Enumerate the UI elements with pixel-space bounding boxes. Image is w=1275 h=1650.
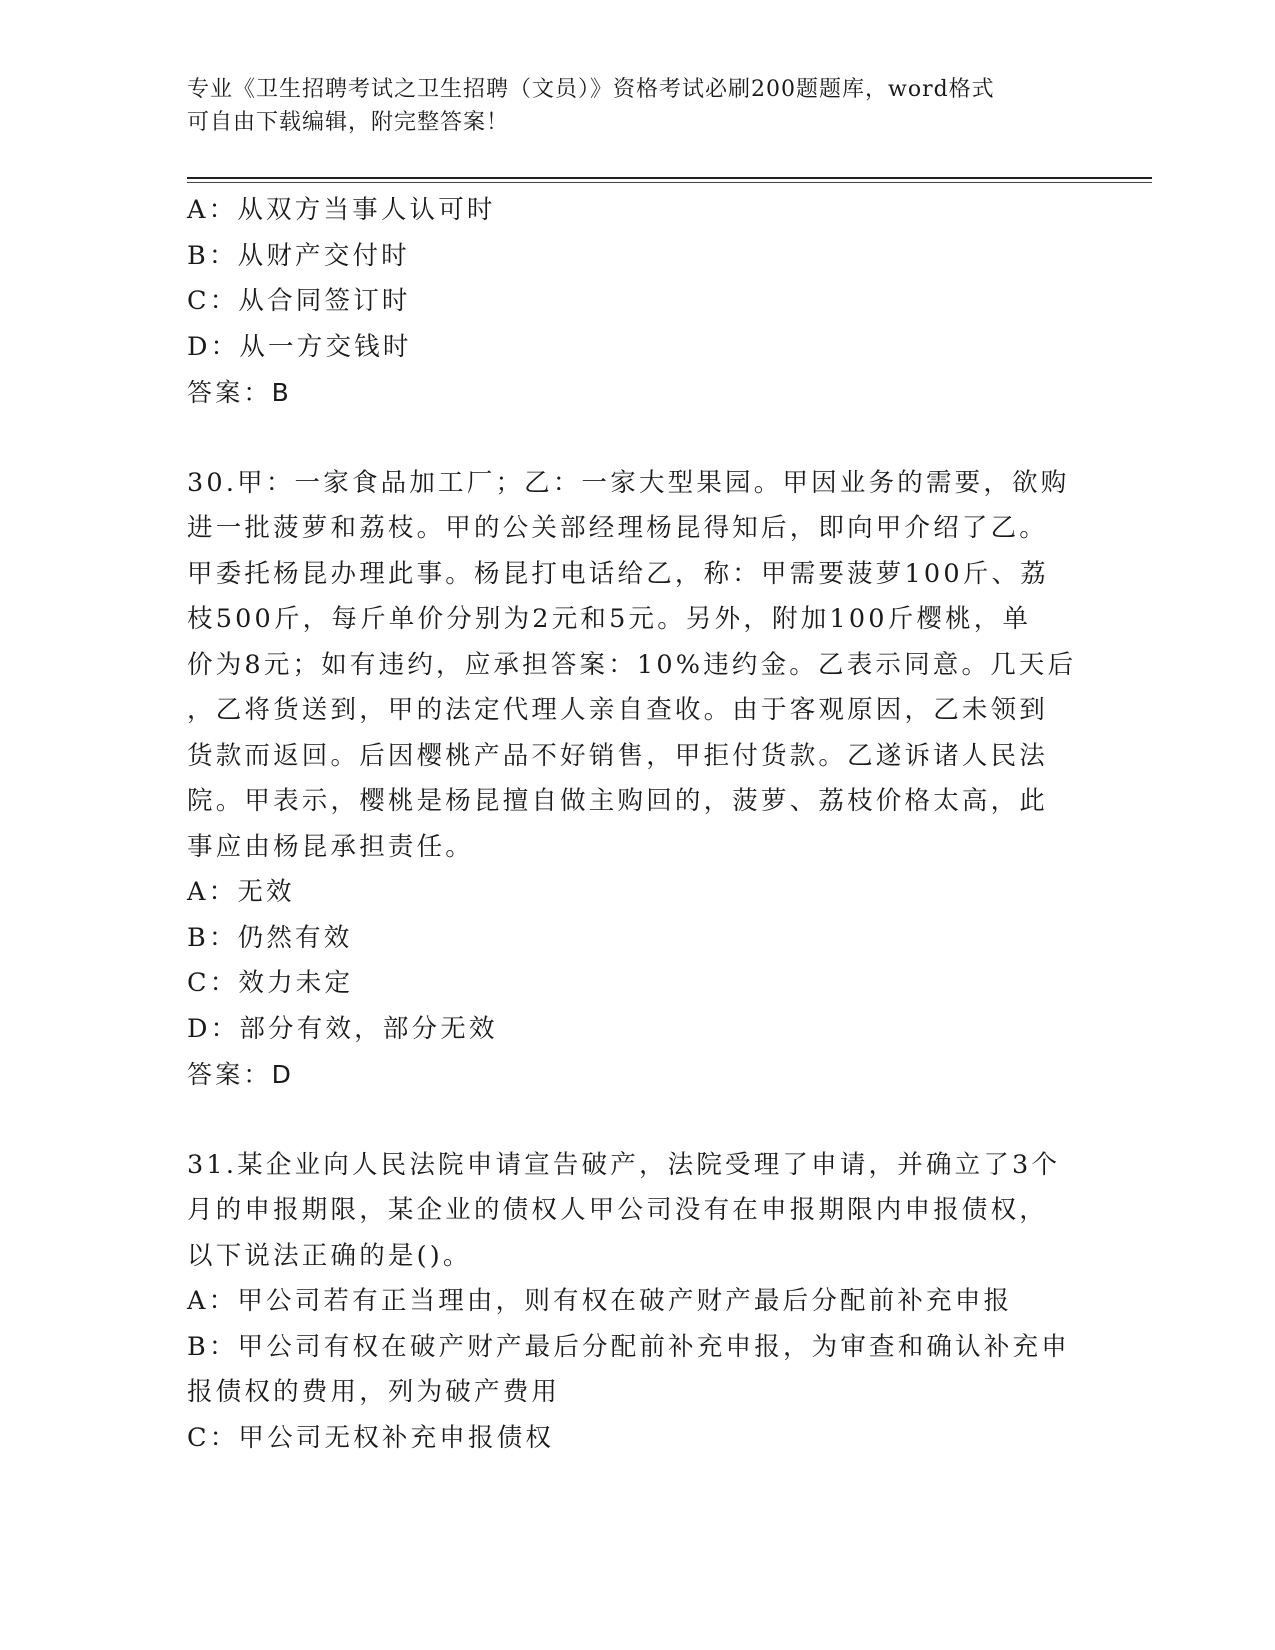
option-a: A：无效 [187, 877, 295, 907]
question-31 [187, 1143, 1087, 1462]
question-text-line: 院。甲表示，樱桃是杨昆擅自做主购回的，菠萝、荔枝价格太高，此 [187, 786, 1049, 816]
section-gap [187, 416, 1087, 461]
option-c: C：效力未定 [187, 968, 354, 998]
question-text-line: 事应由杨昆承担责任。 [187, 831, 475, 862]
header-divider-thick [187, 177, 1152, 179]
option-d: D：部分有效，部分无效 [187, 1013, 498, 1044]
header-line-2: 可自由下载编辑，附完整答案！ [187, 110, 510, 135]
question-text-line: 月的申报期限，某企业的债权人甲公司没有在申报期限内申报债权， [187, 1195, 1049, 1225]
document-header [187, 73, 1067, 139]
question-text-line: 进一批菠萝和荔枝。甲的公关部经理杨昆得知后，即向甲介绍了乙。 [187, 513, 1049, 543]
document-body [187, 188, 1087, 1461]
section-gap [187, 1098, 1087, 1143]
header-divider-thin [187, 182, 1152, 183]
option-b: B：仍然有效 [187, 922, 353, 953]
question-text-line: ，乙将货送到，甲的法定代理人亲自查收。由于客观原因，乙未领到 [187, 695, 1049, 725]
option-d: D：从一方交钱时 [187, 331, 412, 362]
option-c: C：从合同签订时 [187, 286, 411, 316]
question-text-line: 甲委托杨昆办理此事。杨昆打电话给乙，称：甲需要菠萝100斤、荔 [187, 558, 1049, 589]
question-text-line: 货款而返回。后因樱桃产品不好销售，甲拒付货款。乙遂诉诸人民法 [187, 740, 1049, 771]
option-b: B：从财产交付时 [187, 240, 410, 271]
question-30 [187, 461, 1087, 1098]
option-a: A：从双方当事人认可时 [187, 195, 496, 225]
option-c: C：甲公司无权补充申报债权 [187, 1422, 555, 1453]
option-b-continued: 报债权的费用，列为破产费用 [187, 1377, 561, 1407]
question-29-fragment [187, 188, 1087, 416]
question-text-line: 31.某企业向人民法院申请宣告破产，法院受理了申请，并确立了3个 [187, 1149, 1061, 1180]
header-line-1: 专业《卫生招聘考试之卫生招聘（文员）》资格考试必刷200题题库，word格式 [187, 77, 995, 102]
option-a: A：甲公司若有正当理由，则有权在破产财产最后分配前补充申报 [187, 1286, 1013, 1316]
question-text-line: 30.甲：一家食品加工厂；乙：一家大型果园。甲因业务的需要，欲购 [187, 467, 1070, 498]
question-text-line: 枝500斤，每斤单价分别为2元和5元。另外，附加100斤樱桃，单 [187, 604, 1032, 634]
question-text-line: 以下说法正确的是()。 [187, 1240, 472, 1271]
question-text-line: 价为8元；如有违约，应承担答案：10%违约金。乙表示同意。几天后 [187, 649, 1077, 680]
option-b: B：甲公司有权在破产财产最后分配前补充申报，为审查和确认补充申 [187, 1331, 1070, 1362]
answer-line: 答案：D [187, 1060, 295, 1089]
answer-line: 答案：B [187, 378, 292, 407]
